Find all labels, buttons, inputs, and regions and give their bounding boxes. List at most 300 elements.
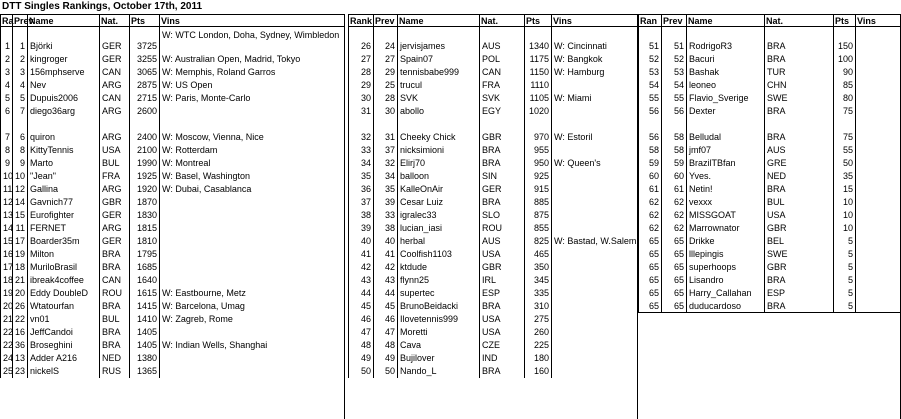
block-a-row-14-prev: 11 bbox=[12, 222, 27, 235]
block-c-row-2-rank: 52 bbox=[638, 53, 661, 66]
block-b-row-7-rank: 32 bbox=[348, 118, 373, 144]
block-c-row-8-nat: AUS bbox=[764, 144, 833, 157]
block-a-row-5-prev: 5 bbox=[12, 92, 27, 105]
block-a-row-13-nat: GER bbox=[99, 209, 129, 222]
block-b-row-20-vins bbox=[551, 300, 638, 313]
block-a-row-5-nat: CAN bbox=[99, 92, 129, 105]
block-c-row-3-pts: 90 bbox=[833, 66, 855, 79]
block-b-row-1-prev: 24 bbox=[373, 27, 397, 53]
block-b-row-5-name: SVK bbox=[397, 92, 479, 105]
header-prev-2: Prev bbox=[373, 14, 397, 27]
block-a-row-17-rank: 17 bbox=[0, 261, 12, 274]
block-a-row-7-prev: 6 bbox=[12, 118, 27, 144]
block-c-row-4-prev: 54 bbox=[661, 79, 686, 92]
block-b-row-18-rank: 43 bbox=[348, 274, 373, 287]
block-a-row-19-name: Eddy DoubleD bbox=[27, 287, 99, 300]
block-c-row-14-prev: 62 bbox=[661, 222, 686, 235]
block-b-row-2-pts: 1175 bbox=[524, 53, 551, 66]
block-a-row-2-prev: 2 bbox=[12, 53, 27, 66]
block-a-row-12-nat: GBR bbox=[99, 196, 129, 209]
block-a-row-8-prev: 8 bbox=[12, 144, 27, 157]
block-b-row-7-nat: GBR bbox=[479, 118, 524, 144]
block-c-row-13-rank: 62 bbox=[638, 209, 661, 222]
block-c-row-17-nat: GBR bbox=[764, 261, 833, 274]
block-b-row-25-pts: 160 bbox=[524, 365, 551, 378]
block-a-row-22-vins bbox=[159, 326, 345, 339]
block-b-row-23-vins bbox=[551, 339, 638, 352]
block-b-row-4-nat: FRA bbox=[479, 79, 524, 92]
block-c-row-13-prev: 62 bbox=[661, 209, 686, 222]
block-c-row-9-nat: GRE bbox=[764, 157, 833, 170]
block-a-row-18-prev: 21 bbox=[12, 274, 27, 287]
block-b-row-5-pts: 1105 bbox=[524, 92, 551, 105]
block-a-row-23-pts: 1405 bbox=[129, 339, 159, 352]
block-a-row-14-rank: 14 bbox=[0, 222, 12, 235]
block-c-row-9-prev: 59 bbox=[661, 157, 686, 170]
block-a-row-22-name: JeffCandoi bbox=[27, 326, 99, 339]
block-b-row-11-name: KalleOnAir bbox=[397, 183, 479, 196]
block-a-row-16-vins bbox=[159, 248, 345, 261]
block-b-row-17-pts: 350 bbox=[524, 261, 551, 274]
block-c-row-17-name: superhoops bbox=[686, 261, 764, 274]
block-a-row-19-nat: ROU bbox=[99, 287, 129, 300]
block-c-row-15-vins bbox=[855, 235, 901, 248]
block-b-row-23-name: Cava bbox=[397, 339, 479, 352]
block-c-row-18-rank: 65 bbox=[638, 274, 661, 287]
block-a-row-25-vins bbox=[159, 365, 345, 378]
block-c-row-3-name: Bashak bbox=[686, 66, 764, 79]
block-b-row-11-prev: 35 bbox=[373, 183, 397, 196]
block-b-row-7-vins: W: Estoril bbox=[551, 118, 638, 144]
block-b-row-23-nat: CZE bbox=[479, 339, 524, 352]
block-c-row-19-rank: 65 bbox=[638, 287, 661, 300]
block-a-row-10-prev: 10 bbox=[12, 170, 27, 183]
block-b-row-10-vins bbox=[551, 170, 638, 183]
block-c-row-18-prev: 65 bbox=[661, 274, 686, 287]
block-b-row-10-prev: 34 bbox=[373, 170, 397, 183]
block-b-row-11-pts: 915 bbox=[524, 183, 551, 196]
block-a-row-15-nat: GER bbox=[99, 235, 129, 248]
block-c-row-19-name: Harry_Callahan bbox=[686, 287, 764, 300]
block-b-row-9-name: Elirj70 bbox=[397, 157, 479, 170]
block-c-row-19-vins bbox=[855, 287, 901, 300]
block-b-row-1-rank: 26 bbox=[348, 27, 373, 53]
block-b-row-11-rank: 36 bbox=[348, 183, 373, 196]
block-b-row-18-name: flynn25 bbox=[397, 274, 479, 287]
block-c-row-15-prev: 65 bbox=[661, 235, 686, 248]
block-b-row-8-vins bbox=[551, 144, 638, 157]
block-c-row-12-pts: 10 bbox=[833, 196, 855, 209]
block-c-row-17-vins bbox=[855, 261, 901, 274]
block-c-row-4-nat: CHN bbox=[764, 79, 833, 92]
block-a-row-25-nat: RUS bbox=[99, 365, 129, 378]
block-b-row-25-name: Nando_L bbox=[397, 365, 479, 378]
block-a-row-8-pts: 2100 bbox=[129, 144, 159, 157]
block-a-row-24-prev: 13 bbox=[12, 352, 27, 365]
block-b-row-13-pts: 875 bbox=[524, 209, 551, 222]
block-c-row-8-rank: 58 bbox=[638, 144, 661, 157]
header-vins-3: Vins bbox=[855, 14, 901, 27]
block-c-row-12-name: vexxx bbox=[686, 196, 764, 209]
block-a-row-1-pts: 3725 bbox=[129, 27, 159, 53]
block-c-row-5-name: Flavio_Sverige bbox=[686, 92, 764, 105]
block-c-row-11-rank: 61 bbox=[638, 183, 661, 196]
block-c-row-12-rank: 62 bbox=[638, 196, 661, 209]
block-c-row-14-rank: 62 bbox=[638, 222, 661, 235]
header-rank-1: Ra bbox=[2, 16, 14, 26]
block-a-row-14-vins bbox=[159, 222, 345, 235]
block-a-row-1-name: Björki bbox=[27, 27, 99, 53]
block-b-row-15-vins: W: Bastad, W.Salem bbox=[551, 235, 638, 248]
block-c-row-3-nat: TUR bbox=[764, 66, 833, 79]
block-a-row-11-nat: ARG bbox=[99, 183, 129, 196]
block-b-row-12-prev: 39 bbox=[373, 196, 397, 209]
block-a-row-18-name: ibreak4coffee bbox=[27, 274, 99, 287]
block-c-row-11-nat: BRA bbox=[764, 183, 833, 196]
block-b-row-6-nat: EGY bbox=[479, 105, 524, 118]
block-a-row-13-prev: 15 bbox=[12, 209, 27, 222]
block-c-row-8-prev: 58 bbox=[661, 144, 686, 157]
block-b-row-25-prev: 50 bbox=[373, 365, 397, 378]
block-b-row-14-rank: 39 bbox=[348, 222, 373, 235]
block-c-row-11-prev: 61 bbox=[661, 183, 686, 196]
block-c-row-3-vins bbox=[855, 66, 901, 79]
block-b-row-23-pts: 225 bbox=[524, 339, 551, 352]
block-c-row-9-name: BrazilTBfan bbox=[686, 157, 764, 170]
block-a-row-19-rank: 19 bbox=[0, 287, 12, 300]
block-a-row-8-name: KittyTennis bbox=[27, 144, 99, 157]
block-b-row-18-vins bbox=[551, 274, 638, 287]
block-c-row-8-pts: 55 bbox=[833, 144, 855, 157]
block-c-row-13-pts: 10 bbox=[833, 209, 855, 222]
block-c-row-7-pts: 75 bbox=[833, 118, 855, 144]
block-b-row-14-name: lucian_iasi bbox=[397, 222, 479, 235]
block-c-row-18-nat: BRA bbox=[764, 274, 833, 287]
block-a-row-2-name: kingroger bbox=[27, 53, 99, 66]
block-a-row-1-vins: W: WTC London, Doha, Sydney, Wimbledon bbox=[159, 27, 345, 53]
block-c-row-5-rank: 55 bbox=[638, 92, 661, 105]
block-b-row-14-vins bbox=[551, 222, 638, 235]
block-a-row-24-pts: 1380 bbox=[129, 352, 159, 365]
block-c-row-1-pts: 150 bbox=[833, 27, 855, 53]
block-b-row-10-nat: SIN bbox=[479, 170, 524, 183]
header-vins-1: Vins bbox=[159, 14, 345, 27]
block-a-row-8-rank: 8 bbox=[0, 144, 12, 157]
block-a-row-15-prev: 17 bbox=[12, 235, 27, 248]
block-a-row-9-pts: 1990 bbox=[129, 157, 159, 170]
block-b-row-17-name: ktdude bbox=[397, 261, 479, 274]
block-c-row-13-name: MISSGOAT bbox=[686, 209, 764, 222]
block-c-row-2-pts: 100 bbox=[833, 53, 855, 66]
block-a-row-21-vins: W: Zagreb, Rome bbox=[159, 313, 345, 326]
block-a-row-1-rank: 1 bbox=[0, 27, 12, 53]
block-a-row-22-prev: 16 bbox=[12, 326, 27, 339]
block-b-row-13-vins bbox=[551, 209, 638, 222]
block-c-row-7-vins bbox=[855, 118, 901, 144]
block-b-row-8-prev: 37 bbox=[373, 144, 397, 157]
block-b-row-7-pts: 970 bbox=[524, 118, 551, 144]
block-a-row-3-rank: 3 bbox=[0, 66, 12, 79]
block-b-row-25-vins bbox=[551, 365, 638, 378]
block-b-row-17-nat: GBR bbox=[479, 261, 524, 274]
block-b-row-21-prev: 46 bbox=[373, 313, 397, 326]
block-b-row-9-vins: W: Queen's bbox=[551, 157, 638, 170]
block-b-row-2-name: Spain07 bbox=[397, 53, 479, 66]
block-b-row-2-prev: 27 bbox=[373, 53, 397, 66]
block-c-row-9-pts: 50 bbox=[833, 157, 855, 170]
block-a-row-5-rank: 5 bbox=[0, 92, 12, 105]
block-b-row-4-pts: 1110 bbox=[524, 79, 551, 92]
block-a-row-9-name: Marto bbox=[27, 157, 99, 170]
block-a-row-10-pts: 1925 bbox=[129, 170, 159, 183]
block-c-row-17-pts: 5 bbox=[833, 261, 855, 274]
block-a-row-23-rank: 22 bbox=[0, 339, 12, 352]
block-b-row-10-pts: 925 bbox=[524, 170, 551, 183]
block-b-row-3-name: tennisbabe999 bbox=[397, 66, 479, 79]
block-c-row-11-vins bbox=[855, 183, 901, 196]
header-nat-3: Nat. bbox=[764, 14, 833, 27]
block-a-row-2-pts: 3255 bbox=[129, 53, 159, 66]
block-b-row-4-vins bbox=[551, 79, 638, 92]
block-b-row-15-prev: 40 bbox=[373, 235, 397, 248]
block-c-row-18-vins bbox=[855, 274, 901, 287]
block-c-row-13-vins bbox=[855, 209, 901, 222]
block-b-row-14-prev: 38 bbox=[373, 222, 397, 235]
block-a-row-20-prev: 26 bbox=[12, 300, 27, 313]
block-b-row-1-vins: W: Cincinnati bbox=[551, 27, 638, 53]
block-b-row-3-prev: 29 bbox=[373, 66, 397, 79]
block-b-row-12-pts: 885 bbox=[524, 196, 551, 209]
block-a-row-20-pts: 1415 bbox=[129, 300, 159, 313]
block-a-row-2-rank: 2 bbox=[0, 53, 12, 66]
block-a-row-19-vins: W: Eastbourne, Metz bbox=[159, 287, 345, 300]
block-b-row-10-rank: 35 bbox=[348, 170, 373, 183]
block-b-row-21-name: Ilovetennis999 bbox=[397, 313, 479, 326]
block-c-row-6-prev: 56 bbox=[661, 105, 686, 118]
block-b-row-24-prev: 49 bbox=[373, 352, 397, 365]
block-b-row-6-pts: 1020 bbox=[524, 105, 551, 118]
block-a-row-6-prev: 7 bbox=[12, 105, 27, 118]
block-b-row-19-name: supertec bbox=[397, 287, 479, 300]
block-b-row-14-pts: 855 bbox=[524, 222, 551, 235]
block-c-row-6-name: Dexter bbox=[686, 105, 764, 118]
block-b-row-22-prev: 47 bbox=[373, 326, 397, 339]
block-c-row-15-rank: 65 bbox=[638, 235, 661, 248]
block-b-row-3-nat: CAN bbox=[479, 66, 524, 79]
block-b-row-16-pts: 465 bbox=[524, 248, 551, 261]
block-b-row-8-name: nicksimioni bbox=[397, 144, 479, 157]
block-c-row-14-pts: 10 bbox=[833, 222, 855, 235]
block-a-row-18-nat: CAN bbox=[99, 274, 129, 287]
block-c-row-3-prev: 53 bbox=[661, 66, 686, 79]
block-b-row-2-rank: 27 bbox=[348, 53, 373, 66]
block-c-row-10-vins bbox=[855, 170, 901, 183]
block-a-row-25-prev: 23 bbox=[12, 365, 27, 378]
block-c-row-4-pts: 85 bbox=[833, 79, 855, 92]
block-b-row-1-nat: AUS bbox=[479, 27, 524, 53]
block-c-row-16-prev: 65 bbox=[661, 248, 686, 261]
block-c-row-20-prev: 65 bbox=[661, 300, 686, 313]
block-b-row-8-rank: 33 bbox=[348, 144, 373, 157]
block-c-row-20-vins bbox=[855, 300, 901, 313]
block-b-row-15-name: herbal bbox=[397, 235, 479, 248]
block-a-row-3-name: 156mphserve bbox=[27, 66, 99, 79]
block-b-row-6-prev: 30 bbox=[373, 105, 397, 118]
block-a-row-23-name: Broseghini bbox=[27, 339, 99, 352]
block-b-row-6-name: abollo bbox=[397, 105, 479, 118]
block-c-row-20-name: duducardoso bbox=[686, 300, 764, 313]
block-c-row-20-nat: BRA bbox=[764, 300, 833, 313]
block-a-row-13-pts: 1830 bbox=[129, 209, 159, 222]
block-b-row-12-vins bbox=[551, 196, 638, 209]
block-b-row-12-nat: BRA bbox=[479, 196, 524, 209]
block-a-row-9-vins: W: Montreal bbox=[159, 157, 345, 170]
block-b-row-15-nat: AUS bbox=[479, 235, 524, 248]
block-c-row-12-nat: BUL bbox=[764, 196, 833, 209]
block-b-row-24-name: Bujilover bbox=[397, 352, 479, 365]
block-a-row-17-pts: 1685 bbox=[129, 261, 159, 274]
block-c-row-15-name: Drikke bbox=[686, 235, 764, 248]
block-c-row-16-rank: 65 bbox=[638, 248, 661, 261]
block-a-row-10-rank: 10 bbox=[0, 170, 12, 183]
block-a-row-2-vins: W: Australian Open, Madrid, Tokyo bbox=[159, 53, 345, 66]
block-a-row-9-rank: 9 bbox=[0, 157, 12, 170]
block-c-row-6-rank: 56 bbox=[638, 105, 661, 118]
block-a-row-6-rank: 6 bbox=[0, 105, 12, 118]
block-a-row-18-rank: 18 bbox=[0, 274, 12, 287]
block-b-row-22-pts: 260 bbox=[524, 326, 551, 339]
block-c-row-1-rank: 51 bbox=[638, 27, 661, 53]
block-c-row-16-name: lllepingis bbox=[686, 248, 764, 261]
block-a-row-14-pts: 1815 bbox=[129, 222, 159, 235]
block-b-row-9-nat: BRA bbox=[479, 157, 524, 170]
block-a-row-6-vins bbox=[159, 105, 345, 118]
block-b-row-25-rank: 50 bbox=[348, 365, 373, 378]
block-b-row-22-vins bbox=[551, 326, 638, 339]
block-a-row-3-pts: 3065 bbox=[129, 66, 159, 79]
header-pts-2: Pts bbox=[524, 14, 551, 27]
block-c-row-17-prev: 65 bbox=[661, 261, 686, 274]
block-a-row-15-name: Boarder35m bbox=[27, 235, 99, 248]
block-b-row-13-rank: 38 bbox=[348, 209, 373, 222]
block-c-row-6-pts: 75 bbox=[833, 105, 855, 118]
block-a-row-17-nat: BRA bbox=[99, 261, 129, 274]
header-name-3: Name bbox=[686, 14, 764, 27]
block-a-row-18-vins bbox=[159, 274, 345, 287]
block-b-row-4-prev: 25 bbox=[373, 79, 397, 92]
block-c-row-13-nat: USA bbox=[764, 209, 833, 222]
block-a-row-3-vins: W: Memphis, Roland Garros bbox=[159, 66, 345, 79]
block-b-row-11-nat: GER bbox=[479, 183, 524, 196]
block-b-row-14-nat: ROU bbox=[479, 222, 524, 235]
block-c-row-2-name: Bacuri bbox=[686, 53, 764, 66]
block-c-row-16-pts: 5 bbox=[833, 248, 855, 261]
block-c-row-19-pts: 5 bbox=[833, 287, 855, 300]
block-b-row-19-pts: 335 bbox=[524, 287, 551, 300]
block-c-row-10-pts: 35 bbox=[833, 170, 855, 183]
block-a-row-9-nat: BUL bbox=[99, 157, 129, 170]
block-c-row-12-prev: 62 bbox=[661, 196, 686, 209]
block-a-row-3-nat: CAN bbox=[99, 66, 129, 79]
block-a-row-24-vins bbox=[159, 352, 345, 365]
block-b-row-2-nat: POL bbox=[479, 53, 524, 66]
block-c-row-6-nat: BRA bbox=[764, 105, 833, 118]
block-a-row-16-nat: BRA bbox=[99, 248, 129, 261]
block-a-row-5-pts: 2715 bbox=[129, 92, 159, 105]
block-b-row-21-vins bbox=[551, 313, 638, 326]
block-a-row-9-prev: 9 bbox=[12, 157, 27, 170]
block-a-row-23-prev: 36 bbox=[12, 339, 27, 352]
block-b-row-9-rank: 34 bbox=[348, 157, 373, 170]
block-a-row-10-name: "Jean" bbox=[27, 170, 99, 183]
block-c-row-17-rank: 65 bbox=[638, 261, 661, 274]
block-a-row-7-rank: 7 bbox=[0, 118, 12, 144]
block-c-row-2-vins bbox=[855, 53, 901, 66]
block-a-row-16-pts: 1795 bbox=[129, 248, 159, 261]
block-a-row-7-name: quiron bbox=[27, 118, 99, 144]
block-a-row-4-rank: 4 bbox=[0, 79, 12, 92]
block-c-row-7-rank: 56 bbox=[638, 118, 661, 144]
block-b-row-18-prev: 43 bbox=[373, 274, 397, 287]
block-b-row-23-prev: 48 bbox=[373, 339, 397, 352]
header-pts-3: Pts bbox=[833, 14, 855, 27]
block-a-row-23-nat: BRA bbox=[99, 339, 129, 352]
block-c-row-9-vins bbox=[855, 157, 901, 170]
block-b-row-8-nat: BRA bbox=[479, 144, 524, 157]
block-b-row-18-nat: IRL bbox=[479, 274, 524, 287]
header-pts-1: Pts bbox=[129, 14, 159, 27]
block-b-row-21-rank: 46 bbox=[348, 313, 373, 326]
block-b-row-17-vins bbox=[551, 261, 638, 274]
block-b-row-23-rank: 48 bbox=[348, 339, 373, 352]
block-b-row-5-prev: 28 bbox=[373, 92, 397, 105]
header-nat-2: Nat. bbox=[479, 14, 524, 27]
block-b-row-16-vins bbox=[551, 248, 638, 261]
block-a-row-19-prev: 20 bbox=[12, 287, 27, 300]
block-c-row-1-name: RodrigoR3 bbox=[686, 27, 764, 53]
block-a-row-17-name: MuriloBrasil bbox=[27, 261, 99, 274]
block-c-row-10-rank: 60 bbox=[638, 170, 661, 183]
block-a-row-21-nat: BUL bbox=[99, 313, 129, 326]
block-c-row-11-pts: 15 bbox=[833, 183, 855, 196]
block-b-row-20-name: BrunoBeidacki bbox=[397, 300, 479, 313]
header-rank-2: Rank bbox=[350, 16, 373, 26]
block-a-row-13-name: Eurofighter bbox=[27, 209, 99, 222]
block-a-row-16-prev: 19 bbox=[12, 248, 27, 261]
block-a-row-7-nat: ARG bbox=[99, 118, 129, 144]
block-b-row-7-name: Cheeky Chick bbox=[397, 118, 479, 144]
block-b-row-16-nat: USA bbox=[479, 248, 524, 261]
block-b-row-25-nat: BRA bbox=[479, 365, 524, 378]
block-a-row-5-name: Dupuis2006 bbox=[27, 92, 99, 105]
block-c-row-2-prev: 52 bbox=[661, 53, 686, 66]
block-c-row-10-nat: NED bbox=[764, 170, 833, 183]
block-c-row-7-prev: 58 bbox=[661, 118, 686, 144]
block-a-row-25-rank: 25 bbox=[0, 365, 12, 378]
block-b-row-9-prev: 32 bbox=[373, 157, 397, 170]
block-b-row-5-nat: SVK bbox=[479, 92, 524, 105]
block-b-row-19-rank: 44 bbox=[348, 287, 373, 300]
block-a-row-8-nat: USA bbox=[99, 144, 129, 157]
block-a-row-14-nat: ARG bbox=[99, 222, 129, 235]
block-c-row-10-name: Yves. bbox=[686, 170, 764, 183]
block-c-row-4-name: leoneo bbox=[686, 79, 764, 92]
block-b-row-17-prev: 42 bbox=[373, 261, 397, 274]
block-c-row-7-name: Belludal bbox=[686, 118, 764, 144]
block-c-row-2-nat: BRA bbox=[764, 53, 833, 66]
block-c-row-1-vins bbox=[855, 27, 901, 53]
block-b-row-4-name: trucul bbox=[397, 79, 479, 92]
